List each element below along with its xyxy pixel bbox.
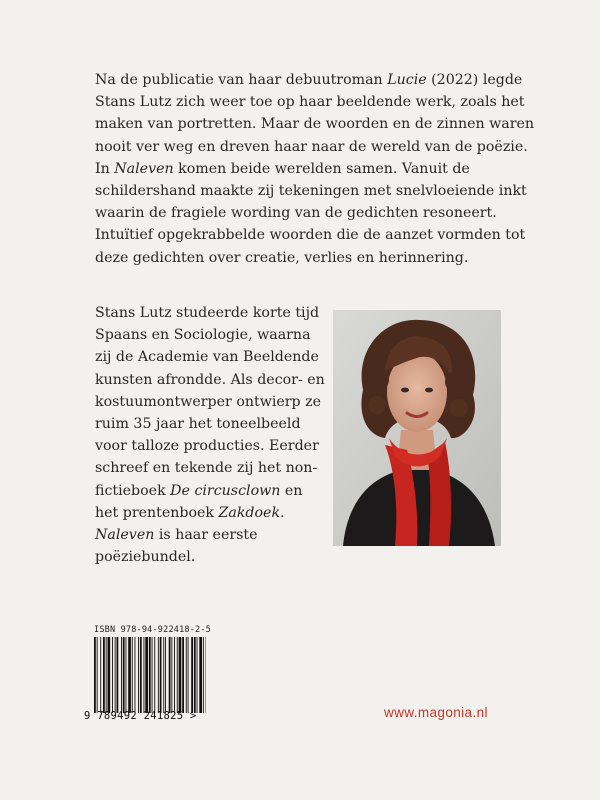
bio-text-1: Stans Lutz studeerde korte tijd Spaans en Sociologie, waarna zij de Academie van Beeldende kunsten afrondde. Als decor- en kostuumontwerper ontwierp ze ruim 35 jaar het toneelbeeld voor talloze producties. Eerder schreef en tekende zij het non-fictieboek bbox=[95, 305, 325, 499]
barcode-bar bbox=[197, 637, 198, 713]
barcode-bar bbox=[126, 637, 127, 713]
barcode-bar bbox=[138, 637, 139, 713]
blurb-title-naleven: Naleven bbox=[114, 160, 174, 177]
barcode-bar bbox=[191, 637, 193, 713]
blurb-title-lucie: Lucie bbox=[387, 72, 427, 88]
barcode-bar bbox=[163, 637, 164, 713]
barcode-bar bbox=[112, 637, 113, 713]
barcode-bar bbox=[149, 637, 151, 713]
bio-paragraph bbox=[95, 302, 327, 568]
barcode-bar bbox=[145, 637, 148, 713]
barcode-bar bbox=[174, 637, 175, 713]
barcode-bar bbox=[100, 637, 101, 713]
author-bio bbox=[95, 302, 327, 568]
barcode-bar bbox=[194, 637, 196, 713]
barcode-bar bbox=[186, 637, 187, 713]
barcode-bar bbox=[123, 637, 125, 713]
barcode-bars bbox=[94, 637, 206, 713]
bio-title-naleven: Naleven bbox=[95, 527, 155, 544]
barcode-bar bbox=[144, 637, 145, 713]
bio-text-4: is haar eerste poëziebundel. bbox=[95, 527, 258, 566]
author-photo bbox=[333, 310, 501, 546]
barcode-bar bbox=[199, 637, 202, 713]
blurb-text-3: komen beide werelden samen. Vanuit de schildershand maakte zij tekeningen met snelvloeiende inkt waarin de fragiele wording van de gedichten resoneert. Intuïtief opgekrabbelde woorden die de aanzet vormden tot deze gedichten over creatie, verlies en herinnering. bbox=[95, 160, 527, 266]
barcode-bar bbox=[171, 637, 172, 713]
barcode-bar bbox=[158, 637, 159, 713]
barcode-bar bbox=[165, 637, 166, 713]
publisher-website[interactable]: www.magonia.nl bbox=[384, 705, 488, 720]
blurb-paragraph bbox=[95, 69, 535, 269]
barcode-bar bbox=[97, 637, 98, 713]
barcode-bar bbox=[188, 637, 189, 713]
barcode-bar bbox=[152, 637, 153, 713]
book-blurb bbox=[95, 69, 535, 269]
author-portrait-image bbox=[333, 310, 501, 546]
blurb-text-2: (2022) legde Stans Lutz zich weer toe op haar beeldende werk, zoals het maken van portretten. Maar de woorden en de zinnen waren nooit ver weg en dreven haar naar de wereld van de poëzie. In bbox=[95, 72, 535, 177]
barcode-bar bbox=[179, 637, 182, 713]
barcode-bar bbox=[140, 637, 142, 713]
barcode-bar bbox=[132, 637, 133, 713]
barcode-bar bbox=[94, 637, 96, 713]
isbn-barcode bbox=[84, 625, 214, 730]
barcode-bar bbox=[106, 637, 107, 713]
barcode-bar bbox=[169, 637, 171, 713]
blurb-text-1: Na de publicatie van haar debuutroman bbox=[95, 72, 388, 88]
barcode-bar bbox=[154, 637, 155, 713]
bio-text-2: en het prentenboek bbox=[95, 482, 303, 521]
barcode-bar bbox=[128, 637, 131, 713]
barcode-graphic bbox=[94, 637, 206, 713]
barcode-bar bbox=[177, 637, 178, 713]
barcode-bar bbox=[108, 637, 111, 713]
bio-title-circusclown: De circusclown bbox=[170, 482, 281, 499]
isbn-label: ISBN 978-94-922418-2-5 bbox=[94, 625, 211, 635]
barcode-bar bbox=[203, 637, 204, 713]
barcode-bar bbox=[103, 637, 105, 713]
barcode-bar bbox=[182, 637, 184, 713]
barcode-digits: 9 789492 241825 > bbox=[84, 710, 197, 722]
barcode-bar bbox=[160, 637, 162, 713]
barcode-bar bbox=[135, 637, 136, 713]
bio-text-3: . bbox=[280, 504, 285, 521]
barcode-bar bbox=[115, 637, 116, 713]
barcode-bar bbox=[117, 637, 119, 713]
barcode-bar bbox=[121, 637, 122, 713]
bio-title-zakdoek: Zakdoek bbox=[218, 504, 281, 521]
